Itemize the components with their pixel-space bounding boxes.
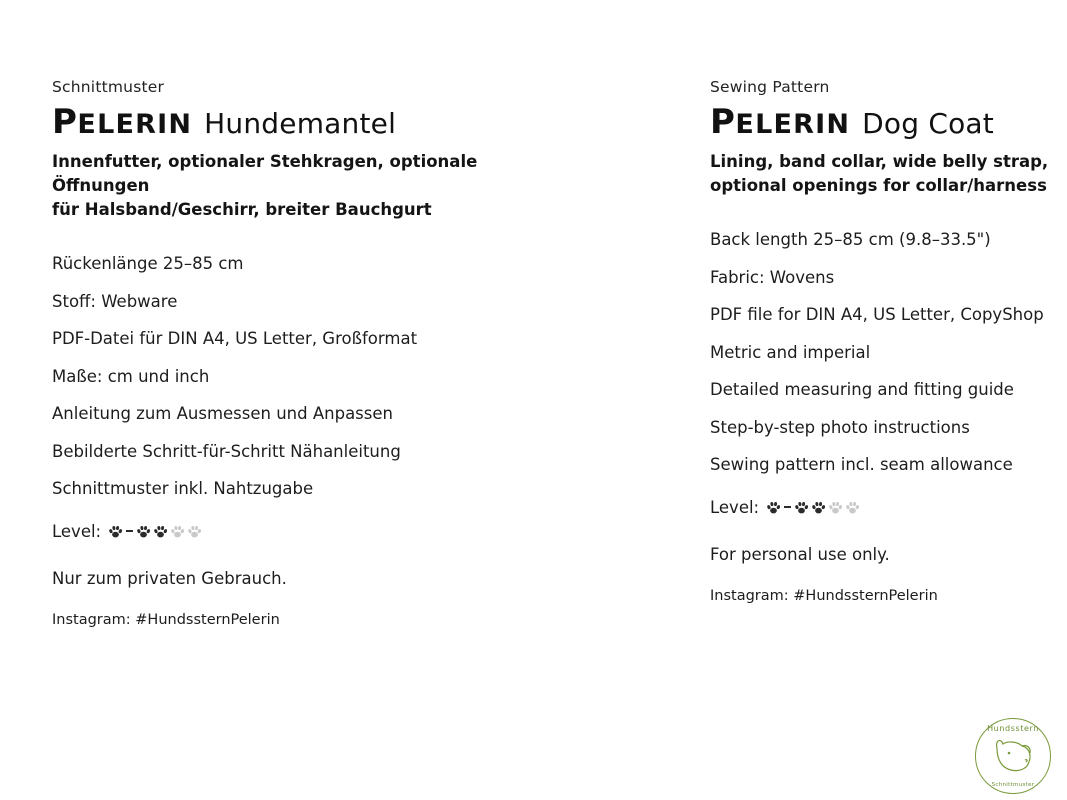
instagram-tag-english: Instagram: #HundssternPelerin: [710, 587, 938, 604]
list-item: Schnittmuster inkl. Nahtzugabe: [52, 479, 314, 499]
paw-icon-empty: [845, 500, 860, 515]
personal-use-note-german: Nur zum privaten Gebrauch.: [52, 568, 287, 588]
level-label: Level:: [52, 521, 102, 541]
brand-name-english: [710, 102, 850, 142]
paw-icon: [811, 500, 826, 515]
eyebrow-german: Schnittmuster: [52, 78, 165, 96]
paw-icon-empty: [828, 500, 843, 515]
difficulty-level-english: [710, 498, 1060, 517]
paw-icon: [766, 500, 781, 515]
list-item: Rückenlänge 25–85 cm: [52, 254, 244, 274]
list-item: Detailed measuring and fitting guide: [710, 380, 1014, 400]
list-item: Step-by-step photo instructions: [710, 417, 970, 437]
paw-icon: [794, 500, 809, 515]
german-column: [52, 78, 672, 642]
subtitle-line-1: Innenfutter, optionaler Stehkragen, optionale Öffnungen: [52, 152, 478, 196]
dash-separator: [126, 530, 133, 532]
list-item: Maße: cm und inch: [52, 366, 210, 386]
list-item: PDF file for DIN A4, US Letter, CopyShop: [710, 305, 1044, 325]
list-item: Back length 25–85 cm (9.8–33.5"): [710, 230, 991, 250]
brand-name-german: [52, 102, 192, 142]
subtitle-line-1: Lining, band collar, wide belly strap,: [710, 152, 1049, 172]
feature-list-german: [52, 256, 672, 498]
dog-head-icon: [989, 734, 1037, 778]
list-item: Stoff: Webware: [52, 291, 178, 311]
paw-icon: [136, 524, 151, 539]
personal-use-note-english: For personal use only.: [710, 544, 890, 564]
list-item: Fabric: Wovens: [710, 267, 835, 287]
product-name-english: Dog Coat: [862, 106, 994, 140]
brand-rest: ELERIN: [77, 108, 193, 140]
subtitle-english: [710, 150, 1060, 198]
english-column: [710, 78, 1060, 618]
brand-rest: ELERIN: [735, 108, 851, 140]
eyebrow-english: Sewing Pattern: [710, 78, 830, 96]
subtitle-line-2: optional openings for collar/harness: [710, 176, 1047, 196]
paw-rating-german: [108, 524, 202, 539]
paw-icon: [108, 524, 123, 539]
list-item: Bebilderte Schritt-für-Schritt Nähanleitung: [52, 441, 401, 461]
logo-word-top: Hundsstern: [987, 724, 1039, 733]
brand-initial: P: [52, 101, 78, 142]
list-item: Sewing pattern incl. seam allowance: [710, 455, 1013, 475]
list-item: Anleitung zum Ausmessen und Anpassen: [52, 404, 393, 424]
paw-icon-empty: [187, 524, 202, 539]
dash-separator: [784, 506, 791, 508]
paw-rating-english: [766, 500, 860, 515]
level-label: Level:: [710, 497, 760, 517]
title-english: [710, 101, 1060, 142]
list-item: Metric and imperial: [710, 342, 871, 362]
subtitle-line-2: für Halsband/Geschirr, breiter Bauchgurt: [52, 200, 432, 220]
paw-icon-empty: [170, 524, 185, 539]
brand-logo: [975, 718, 1051, 794]
logo-word-bottom: Schnittmuster: [991, 782, 1035, 788]
list-item: PDF-Datei für DIN A4, US Letter, Großformat: [52, 329, 418, 349]
title-german: [52, 101, 672, 142]
instagram-tag-german: Instagram: #HundssternPelerin: [52, 611, 280, 628]
product-name-german: Hundemantel: [204, 106, 397, 140]
difficulty-level-german: [52, 522, 672, 541]
feature-list-english: [710, 232, 1060, 474]
subtitle-german: [52, 150, 522, 222]
paw-icon: [153, 524, 168, 539]
brand-initial: P: [710, 101, 736, 142]
